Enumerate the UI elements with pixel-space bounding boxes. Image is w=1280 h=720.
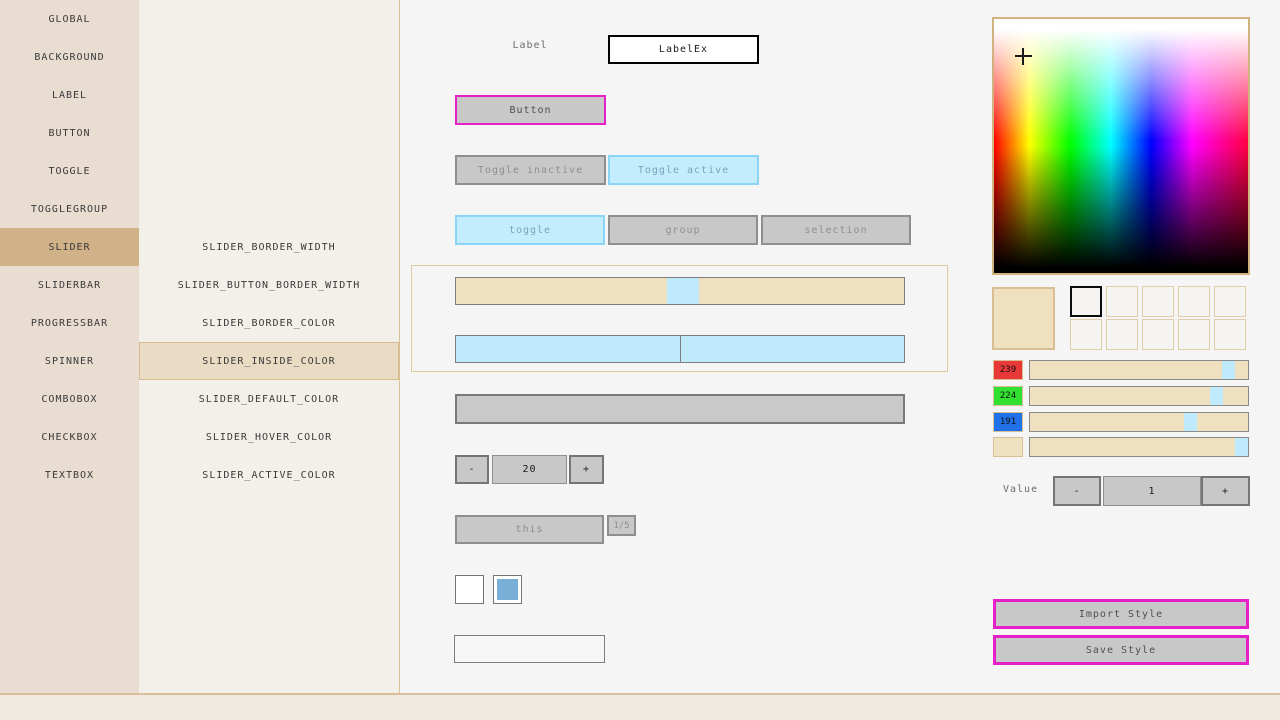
swatch-slot[interactable] (1070, 319, 1102, 350)
label-text: Label (512, 40, 548, 51)
sidebar-item-progressbar[interactable]: PROGRESSBAR (30, 317, 109, 329)
alpha-slider[interactable] (1029, 437, 1249, 457)
value-box: 1 (1103, 476, 1201, 506)
current-color-swatch (992, 287, 1055, 350)
checkbox-unchecked[interactable] (455, 575, 484, 604)
prop-slider-active-color[interactable]: SLIDER_ACTIVE_COLOR (202, 469, 336, 481)
slider-properties-list (139, 0, 400, 693)
sliderbar-divider (680, 336, 681, 362)
spinner-minus-button[interactable]: - (455, 455, 489, 484)
preview-textbox[interactable] (454, 635, 605, 663)
spinner-value: 20 (492, 455, 567, 484)
swatch-slot[interactable] (1106, 286, 1138, 317)
checkbox-checkmark (497, 579, 518, 600)
toggle-active-button[interactable]: Toggle active (608, 155, 759, 185)
prop-slider-hover-color[interactable]: SLIDER_HOVER_COLOR (205, 431, 333, 443)
preview-sliderbar[interactable] (455, 335, 905, 363)
spinner-plus-button[interactable]: + (569, 455, 604, 484)
sidebar-item-sliderbar[interactable]: SLIDERBAR (37, 279, 102, 291)
preview-button[interactable]: Button (455, 95, 606, 125)
prop-slider-inside-color[interactable]: SLIDER_INSIDE_COLOR (139, 342, 399, 380)
swatch-slot[interactable] (1070, 286, 1102, 317)
swatch-slot[interactable] (1142, 319, 1174, 350)
sidebar-item-button[interactable]: BUTTON (48, 127, 91, 139)
sidebar-item-togglegroup[interactable]: TOGGLEGROUP (30, 203, 109, 215)
value-plus-button[interactable]: + (1201, 476, 1250, 506)
color-picker-crosshair[interactable] (1015, 48, 1032, 65)
prop-slider-default-color[interactable]: SLIDER_DEFAULT_COLOR (198, 393, 340, 405)
red-slider[interactable] (1029, 360, 1249, 380)
sidebar-item-global[interactable]: GLOBAL (48, 13, 91, 25)
sidebar-item-slider[interactable]: SLIDER (0, 228, 139, 266)
alpha-slider-handle[interactable] (1235, 438, 1248, 456)
blue-slider[interactable] (1029, 412, 1249, 432)
swatch-slot[interactable] (1106, 319, 1138, 350)
preview-slider[interactable] (455, 277, 905, 305)
green-slider-handle[interactable] (1210, 387, 1223, 405)
swatch-slot[interactable] (1214, 319, 1246, 350)
alpha-value-box (993, 437, 1023, 457)
sidebar-item-label[interactable]: LABEL (51, 89, 88, 101)
labelex-box: LabelEx (608, 35, 759, 64)
toggle-inactive-button[interactable]: Toggle inactive (455, 155, 606, 185)
combobox-counter[interactable]: 1/5 (607, 515, 636, 536)
slider-handle[interactable] (667, 278, 699, 304)
sidebar-item-spinner[interactable]: SPINNER (44, 355, 95, 367)
color-panel (962, 0, 1280, 693)
bottom-statusbar (0, 693, 1280, 720)
prop-slider-border-color[interactable]: SLIDER_BORDER_COLOR (202, 317, 336, 329)
red-value-box: 239 (993, 360, 1023, 380)
prop-slider-button-border-width[interactable]: SLIDER_BUTTON_BORDER_WIDTH (177, 279, 361, 291)
import-style-button[interactable]: Import Style (993, 599, 1249, 629)
blue-slider-handle[interactable] (1184, 413, 1197, 431)
swatch-slot[interactable] (1178, 319, 1210, 350)
saved-color-swatches (1070, 286, 1252, 350)
blue-value-box: 191 (993, 412, 1023, 432)
preview-progressbar (455, 394, 905, 424)
togglegroup-item-selection[interactable]: selection (761, 215, 911, 245)
sidebar-item-checkbox[interactable]: CHECKBOX (41, 431, 98, 443)
sidebar-item-textbox[interactable]: TEXTBOX (44, 469, 95, 481)
sidebar-item-toggle[interactable]: TOGGLE (48, 165, 91, 177)
value-label: Value (1003, 484, 1039, 495)
green-value-box: 224 (993, 386, 1023, 406)
save-style-button[interactable]: Save Style (993, 635, 1249, 665)
green-slider[interactable] (1029, 386, 1249, 406)
sidebar-item-combobox[interactable]: COMBOBOX (41, 393, 98, 405)
swatch-slot[interactable] (1214, 286, 1246, 317)
checkbox-checked[interactable] (493, 575, 522, 604)
swatch-slot[interactable] (1178, 286, 1210, 317)
togglegroup-item-group[interactable]: group (608, 215, 758, 245)
controls-preview-area (400, 0, 962, 693)
togglegroup-item-toggle[interactable]: toggle (455, 215, 605, 245)
combobox-button[interactable]: this (455, 515, 604, 544)
red-slider-handle[interactable] (1222, 361, 1235, 379)
prop-slider-border-width[interactable]: SLIDER_BORDER_WIDTH (202, 241, 336, 253)
swatch-slot[interactable] (1142, 286, 1174, 317)
value-minus-button[interactable]: - (1053, 476, 1101, 506)
control-type-sidebar (0, 0, 139, 693)
color-picker-gradient[interactable] (992, 17, 1250, 275)
sidebar-item-background[interactable]: BACKGROUND (34, 51, 105, 63)
